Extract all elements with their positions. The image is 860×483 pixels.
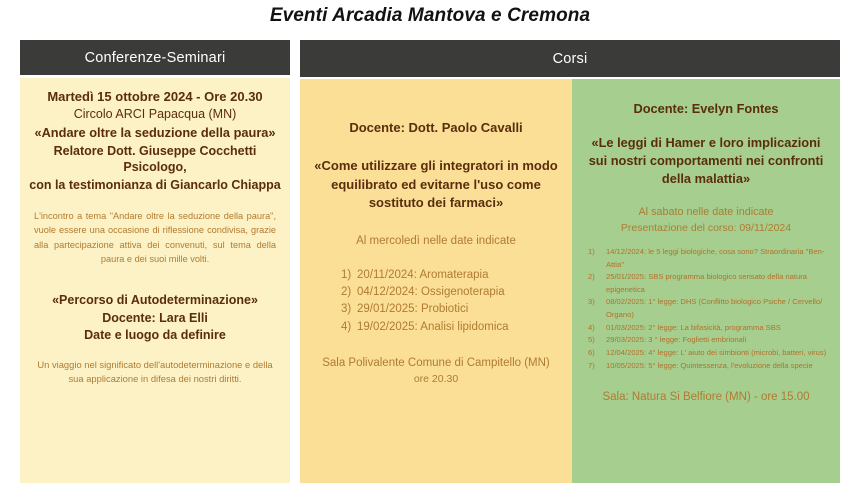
list-item bbox=[341, 301, 531, 318]
list-item-number: 1) bbox=[341, 268, 352, 281]
list-item bbox=[588, 334, 828, 346]
list-item bbox=[588, 360, 828, 372]
autodeterminazione-course-description: Un viaggio nel significato dell'autodeterminazione e della sua applicazione in difesa dei nostri diritti. bbox=[37, 358, 273, 385]
hamer-course-title: «Le leggi di Hamer e loro implicazioni sui nostri comportamenti nei confronti della malattia» bbox=[588, 134, 824, 187]
hamer-venue: Sala: Natura Si Belfiore (MN) - ore 15.00 bbox=[602, 391, 810, 404]
page-title: Eventi Arcadia Mantova e Cremona bbox=[269, 5, 591, 26]
list-item bbox=[588, 322, 828, 334]
autodeterminazione-course-dates: Date e luogo da definire bbox=[84, 328, 226, 343]
list-item-label: 29/03/2025: 3 ° legge: Foglietti embrionali bbox=[606, 335, 747, 345]
list-item-label: 14/12/2024: le 5 leggi biologiche, cosa sono? Straordinaria "Ben- Attia" bbox=[606, 247, 825, 269]
corso-hamer-panel bbox=[572, 79, 840, 483]
autodeterminazione-course-title: «Percorso di Autodeterminazione» bbox=[52, 293, 258, 308]
list-item-number: 7) bbox=[588, 360, 595, 370]
list-item-number: 5) bbox=[588, 335, 595, 345]
list-item-label: 19/02/2025: Analisi lipidomica bbox=[357, 320, 509, 333]
list-item-label: 12/04/2025: 4° legge: L' aiuto dei simbionti (microbi, batteri, virus) bbox=[606, 348, 827, 358]
list-item-label: 08/02/2025: 1° legge: DHS (Conflitto biologico Psiche / Cervello/ Organo) bbox=[606, 297, 823, 319]
list-item-label: 29/01/2025: Probiotici bbox=[357, 303, 469, 316]
conference-description: L'incontro a tema "Andare oltre la seduzione della paura", vuole essere una occasione di riflessione condivisa, grazie alla partecipazione attiva dei convenuti, sul tema della paura e dei suoi mille volti. bbox=[34, 211, 276, 264]
list-item bbox=[588, 347, 828, 359]
conference-title: «Andare oltre la seduzione della paura» bbox=[34, 124, 276, 140]
column-header-corsi bbox=[300, 40, 840, 77]
hamer-teacher: Docente: Evelyn Fontes bbox=[633, 101, 779, 116]
list-item bbox=[588, 246, 828, 271]
conference-witness: con la testimonianza di Giancarlo Chiappa bbox=[29, 177, 281, 192]
list-item-number: 4) bbox=[341, 320, 352, 333]
list-item-number: 4) bbox=[588, 322, 595, 332]
list-item-label: 20/11/2024: Aromaterapia bbox=[357, 268, 489, 281]
list-item-number: 2) bbox=[341, 286, 352, 299]
integratori-course-title: «Come utilizzare gli integratori in modo equilibrato ed evitarne l'uso come sostituto dei farmaci» bbox=[314, 158, 558, 211]
list-item-number: 6) bbox=[588, 348, 595, 358]
column-header-corsi-label: Corsi bbox=[552, 50, 588, 67]
list-item-number: 3) bbox=[588, 297, 595, 307]
list-item-number: 3) bbox=[341, 303, 352, 316]
conference-speaker: Relatore Dott. Giuseppe Cocchetti Psicologo, bbox=[53, 143, 257, 175]
column-header-conferenze-label: Conferenze-Seminari bbox=[84, 49, 226, 66]
column-header-conferenze-seminari bbox=[20, 40, 290, 75]
list-item bbox=[341, 267, 531, 284]
list-item bbox=[341, 319, 531, 336]
conference-venue: Circolo ARCI Papacqua (MN) bbox=[73, 107, 237, 122]
list-item-number: 2) bbox=[588, 272, 595, 282]
list-item bbox=[588, 296, 828, 321]
autodeterminazione-course-teacher: Docente: Lara Elli bbox=[102, 310, 208, 325]
list-item-number: 1) bbox=[588, 247, 595, 257]
list-item bbox=[588, 271, 828, 296]
list-item bbox=[341, 284, 531, 301]
integratori-lesson-list bbox=[341, 267, 531, 336]
corso-integratori-panel bbox=[300, 79, 572, 483]
list-item-label: 04/12/2024: Ossigenoterapia bbox=[357, 286, 505, 299]
hamer-lesson-list bbox=[582, 246, 830, 372]
list-item-label: 01/03/2025: 2° legge: La bifasicità, programma SBS bbox=[606, 322, 781, 332]
integratori-time: ore 20.30 bbox=[413, 373, 459, 386]
hamer-presentation-date: Presentazione del corso: 09/11/2024 bbox=[620, 221, 792, 234]
conference-date: Martedì 15 ottobre 2024 - Ore 20.30 bbox=[47, 89, 263, 104]
integratori-schedule-note: Al mercoledì nelle date indicate bbox=[356, 234, 516, 247]
list-item-label: 10/05/2025: 5° legge: Quintessenza, l'evoluzione della specie bbox=[606, 360, 813, 370]
integratori-teacher: Docente: Dott. Paolo Cavalli bbox=[349, 120, 523, 135]
hamer-schedule-note: Al sabato nelle date indicate bbox=[638, 206, 774, 219]
integratori-venue: Sala Polivalente Comune di Campitello (MN) bbox=[322, 356, 550, 369]
conferenze-seminari-panel bbox=[20, 78, 290, 483]
list-item-label: 25/01/2025: SBS programma biologico sensato della natura epigenetica bbox=[606, 272, 807, 294]
